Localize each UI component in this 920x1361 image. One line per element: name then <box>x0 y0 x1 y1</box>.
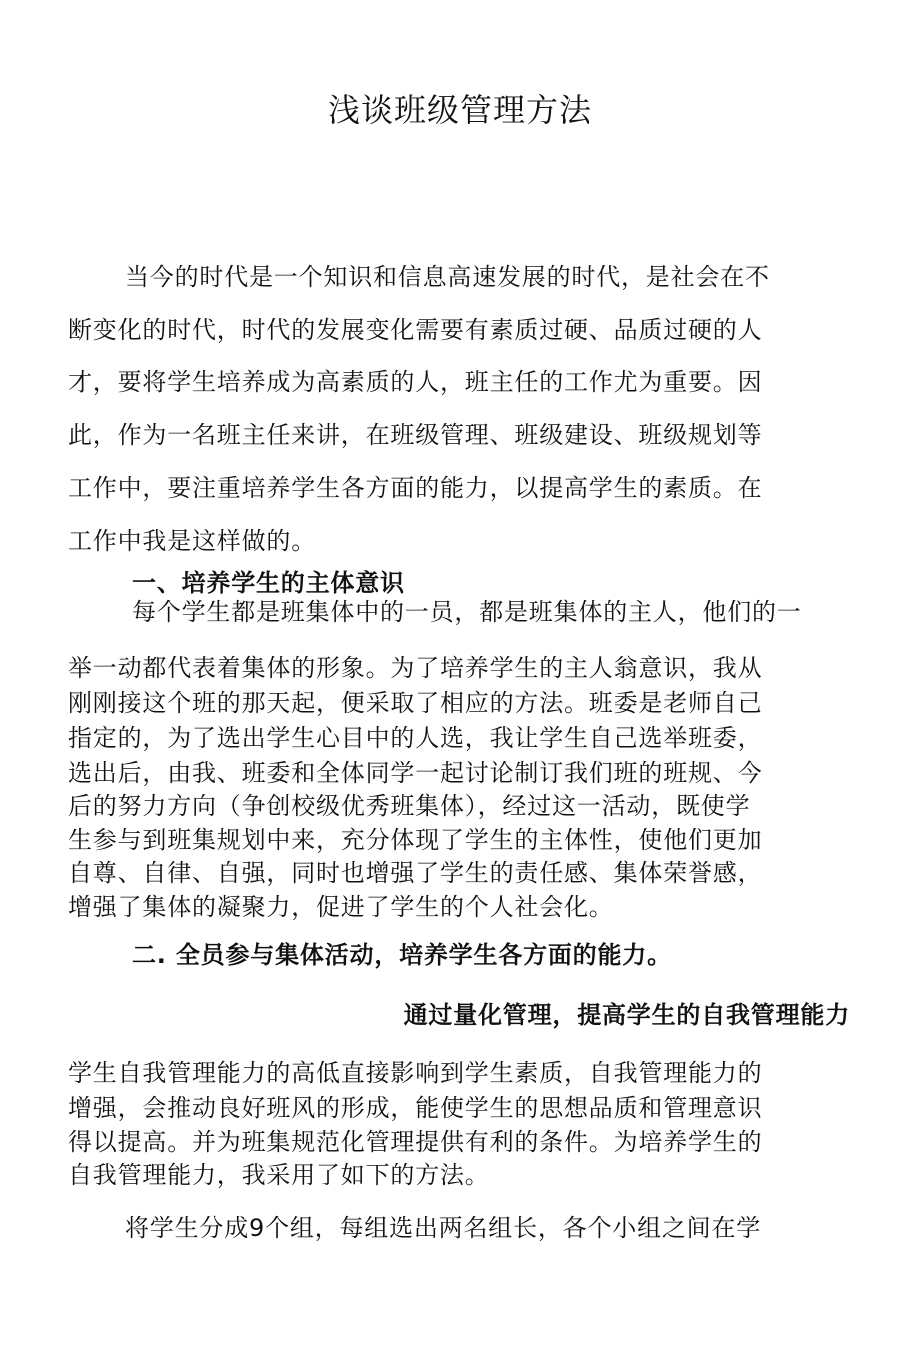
text-line: 得以提高。并为班集规范化管理提供有利的条件。为培养学生的 <box>68 1128 763 1156</box>
text-line: 当今的时代是一个知识和信息高速发展的时代，是社会在不 <box>125 263 770 291</box>
text-line: 刚刚接这个班的那天起，便采取了相应的方法。班委是老师自己 <box>68 689 763 717</box>
text-line: 每个学生都是班集体中的一员，都是班集体的主人，他们的一 <box>132 598 802 626</box>
text-line: 举一动都代表着集体的形象。为了培养学生的主人翁意识，我从 <box>68 654 763 682</box>
text-line: 指定的，为了选出学生心目中的人选，我让学生自己选举班委， <box>68 724 763 752</box>
document-title: 浅谈班级管理方法 <box>327 91 592 129</box>
text-line: 生参与到班集规划中来，充分体现了学生的主体性，使他们更加 <box>68 826 763 854</box>
text-line: 选出后，由我、班委和全体同学一起讨论制订我们班的班规、今 <box>68 759 763 787</box>
text-line: 断变化的时代，时代的发展变化需要有素质过硬、品质过硬的人 <box>68 316 763 344</box>
text-line: 工作中，要注重培养学生各方面的能力，以提高学生的素质。在 <box>68 474 763 502</box>
text-line: 增强，会推动良好班风的形成，能使学生的思想品质和管理意识 <box>68 1094 763 1122</box>
text-line: 增强了集体的凝聚力，促进了学生的个人社会化。 <box>68 893 614 921</box>
text-line: 工作中我是这样做的。 <box>68 527 316 555</box>
section-heading-2: 二. 全员参与集体活动，培养学生各方面的能力。 <box>132 941 672 969</box>
text-line: 自我管理能力，我采用了如下的方法。 <box>68 1161 490 1189</box>
text-line: 将学生分成9个组，每组选出两名组长，各个小组之间在学 <box>125 1214 762 1242</box>
text-line: 才，要将学生培养成为高素质的人，班主任的工作尤为重要。因 <box>68 368 763 396</box>
text-line: 学生自我管理能力的高低直接影响到学生素质，自我管理能力的 <box>68 1059 763 1087</box>
text-line: 后的努力方向（争创校级优秀班集体），经过这一活动，既使学 <box>68 792 751 820</box>
section-subheading: 通过量化管理，提高学生的自我管理能力 <box>403 1001 850 1029</box>
text-line: 此，作为一名班主任来讲，在班级管理、班级建设、班级规划等 <box>68 421 763 449</box>
text-line: 自尊、自律、自强，同时也增强了学生的责任感、集体荣誉感， <box>68 859 763 887</box>
section-heading-1: 一、培养学生的主体意识 <box>132 569 405 597</box>
